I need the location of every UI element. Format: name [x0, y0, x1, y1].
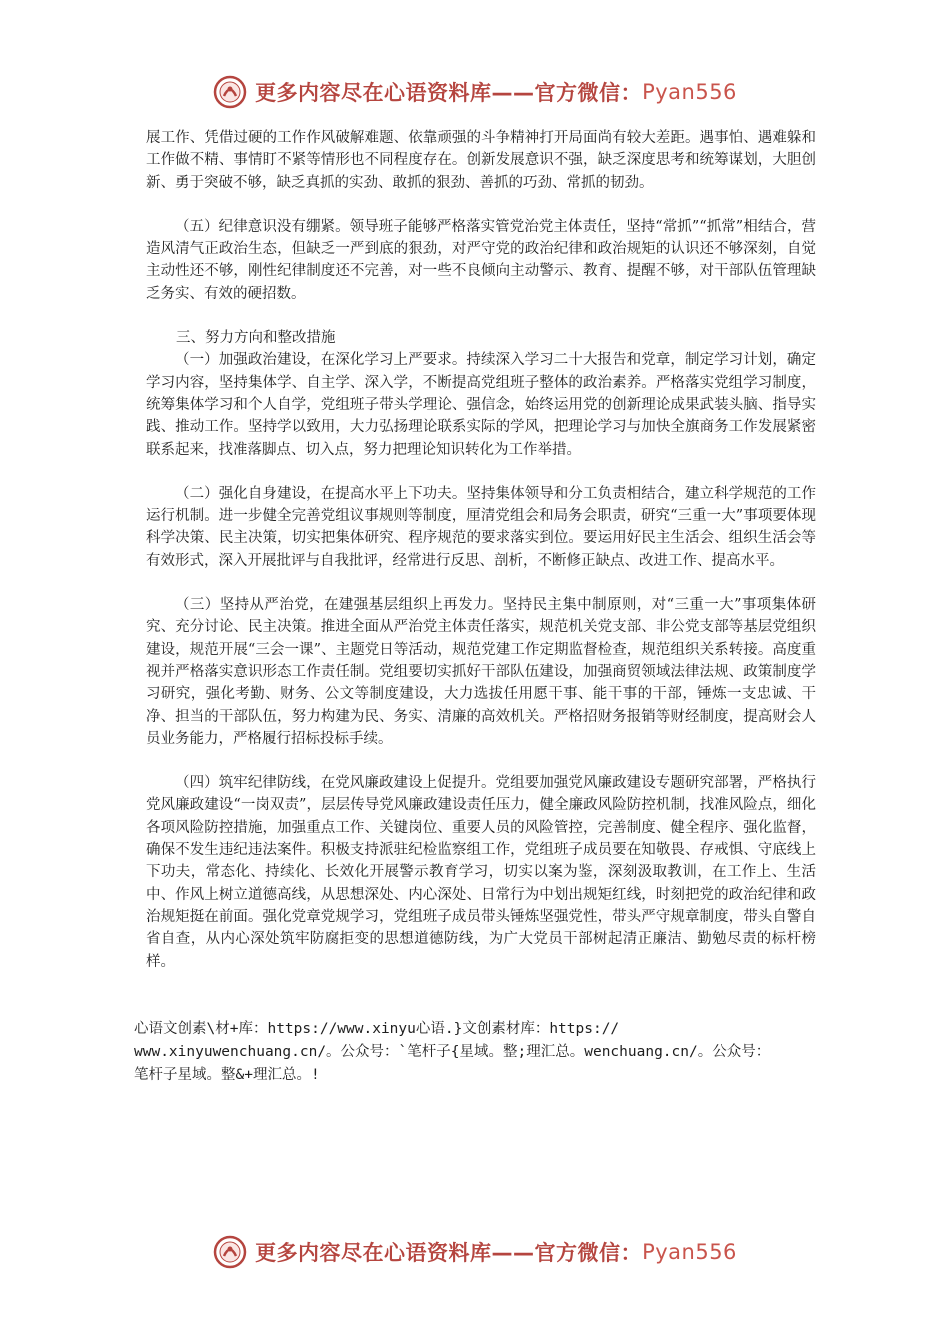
banner-text: 更多内容尽在心语资料库——官方微信： — [255, 81, 643, 105]
paragraph: （四）筑牢纪律防线，在党风廉政建设上促提升。党组要加强党风廉政建设专题研究部署，严格执行党风廉政建设“一岗双责”，层层传导党风廉政建设责任压力，健全廉政风险防控机制，找准风险点，细化各项风险防控措施，加强重点工作、关键岗位、重要人员的风险管控，完善制度、健全程序、强化监督，确保不发生违纪违法案件。积极支持派驻纪检监察组工作，党组班子成员要在知敬畏、存戒惧、守底线上下功夫，常态化、持续化、长效化开展警示教育学习，切实以案为鉴，深刻汲取教训，在工作上、生活中、作风上树立道德高线，从思想深处、内心深处、日常行为中划出规矩红线，时刻把党的政治纪律和政治规矩挺在前面。强化党章党规学习，党组班子成员带头锤炼坚强党性，带头严守规章制度，带头自警自省自查，从内心深处筑牢防腐拒变的思想道德防线，为广大党员干部树起清正廉洁、勤勉尽责的标杆榜样。 — [146, 775, 816, 970]
paragraph: （一）加强政治建设，在深化学习上严要求。持续深入学习二十大报告和党章，制定学习计划，确定学习内容，坚持集体学、自主学、深入学，不断提高党组班子整体的政治素养。严格落实党组学习制度，统筹集体学习和个人自学，党组班子带头学理论、强信念，始终运用党的创新理论成果武装头脑、指导实践、推动工作。坚持学以致用，大力弘扬理论联系实际的学风，把理论学习与加快全旗商务工作发展紧密联系起来，找准落脚点、切入点，努力把理论知识转化为工作举措。 — [146, 352, 816, 458]
paragraph: （五）纪律意识没有绷紧。领导班子能够严格落实管党治党主体责任，坚持“常抓”“抓常”相结合，营造风清气正政治生态，但缺乏一严到底的狠劲，对严守党的政治纪律和政治规矩的认识还不够深刻，自觉主动性还不够，刚性纪律制度还不完善，对一些不良倾向主动警示、教育、提醒不够，对干部队伍管理缺乏务实、有效的硬招数。 — [146, 218, 816, 302]
paragraph: 展工作、凭借过硬的工作作风破解难题、依靠顽强的斗争精神打开局面尚有较大差距。遇事怕、遇难躲和工作做不精、事情盯不紧等情形也不同程度存在。创新发展意识不强，缺乏深度思考和统筹谋划，大胆创新、勇于突破不够，缺乏真抓的实劲、敢抓的狠劲、善抓的巧劲、常抓的韧劲。 — [146, 130, 816, 191]
paragraph: （二）强化自身建设，在提高水平上下功夫。坚持集体领导和分工负责相结合，建立科学规范的工作运行机制。进一步健全完善党组议事规则等制度，厘清党组会和局务会职责，研究“三重一大”事项要体现科学决策、民主决策，切实把集体研究、程序规范的要求落实到位。要运用好民主生活会、组织生活会等有效形式，深入开展批评与自我批评，经常进行反思、剖析，不断修正缺点、改进工作、提高水平。 — [146, 485, 816, 569]
footer-line: 笔杆子星域。整&+理汇总。! — [134, 1067, 320, 1083]
seal-logo-icon — [213, 75, 247, 109]
banner-text: 更多内容尽在心语资料库——官方微信： — [255, 1241, 643, 1265]
header-banner — [0, 72, 950, 112]
section-heading: 三、努力方向和整改措施 — [176, 330, 336, 347]
footer-source-text — [134, 1018, 834, 1087]
seal-logo-icon — [213, 1235, 247, 1269]
footer-banner — [0, 1232, 950, 1272]
document-body — [146, 127, 816, 973]
banner-brand: Pyan556 — [642, 80, 737, 104]
banner-brand: Pyan556 — [642, 1240, 737, 1264]
footer-line: www.xinyuwenchuang.cn/。公众号：`笔杆子{星域。整;理汇总。wenchuang.cn/。公众号： — [134, 1044, 771, 1060]
footer-line: 心语文创素\材+库：https://www.xinyu心语.}文创素材库：https:// — [134, 1021, 620, 1037]
paragraph: （三）坚持从严治党，在建强基层组织上再发力。坚持民主集中制原则，对“三重一大”事项集体研究、充分讨论、民主决策。推进全面从严治党主体责任落实，规范机关党支部、非公党支部等基层党组织建设，规范开展“三会一课”、主题党日等活动，规范党建工作定期监督检查，规范组织关系转接。高度重视并严格落实意识形态工作责任制。党组要切实抓好干部队伍建设，加强商贸领域法律法规、政策制度学习研究，强化考勤、财务、公文等制度建设，大力选拔任用愿干事、能干事的干部，锤炼一支忠诚、干净、担当的干部队伍，努力构建为民、务实、清廉的高效机关。严格招财务报销等财经制度，提高财会人员业务能力，严格履行招标投标手续。 — [146, 597, 816, 747]
